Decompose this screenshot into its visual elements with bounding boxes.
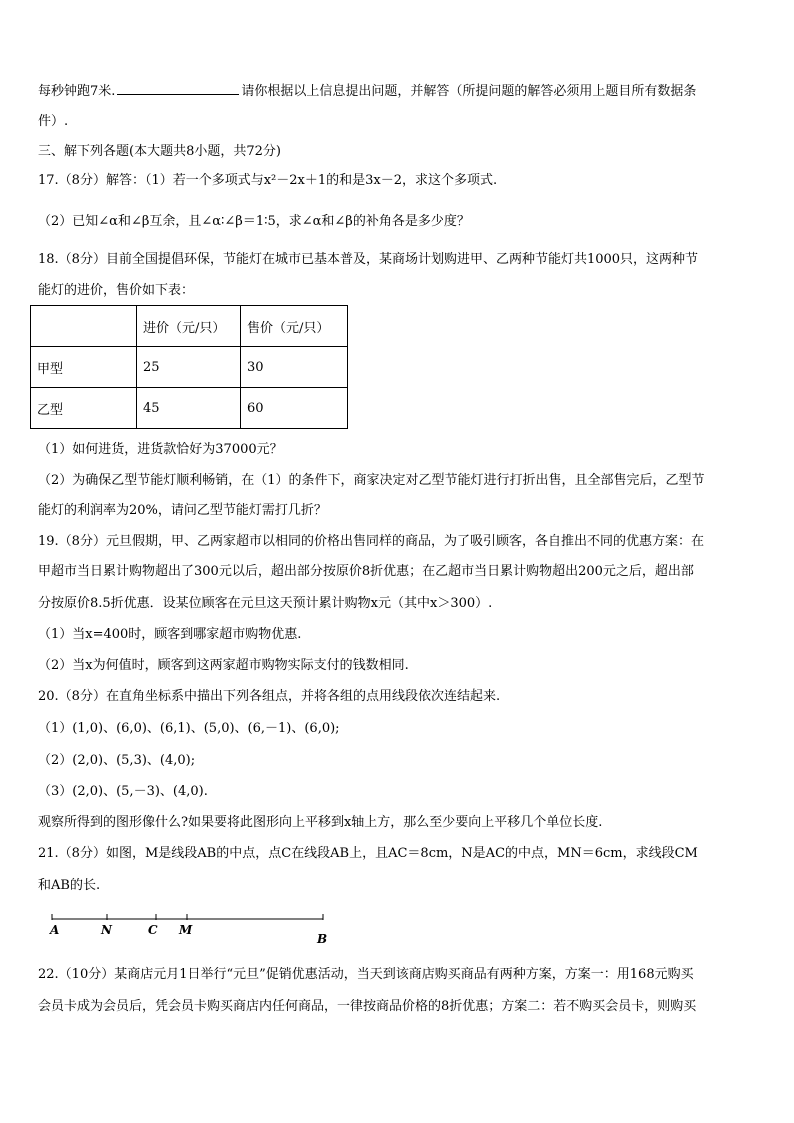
q20-question: 观察所得到的图形像什么?如果要将此图形向上平移到x轴上方，那么至少要向上平移几个单位长度. [38, 815, 603, 830]
q18-part2-line1: （2）为确保乙型节能灯顺利畅销，在（1）的条件下，商家决定对乙型节能灯进行打折出售，且全部售完后，乙型节 [38, 473, 705, 488]
q19-part1: （1）当x=400时，顾客到哪家超市购物优惠. [38, 627, 302, 642]
q20-line1: 20.（8分）在直角坐标系中描出下列各组点，并将各组的点用线段依次连结起来. [38, 689, 501, 704]
q18-part1: （1）如何进货，进货款恰好为37000元？ [38, 442, 283, 457]
q20-group1: （1）(1,0)、(6,0)、(6,1)、(5,0)、(6,－1)、(6,0); [38, 721, 340, 736]
q19-line3: 分按原价8.5折优惠．设某位顾客在元旦这天预计累计购物x元（其中x＞300）. [38, 596, 493, 611]
q18-line1: 18.（8分）目前全国提倡环保，节能灯在城市已基本普及，某商场计划购进甲、乙两种节能灯共1000只，这两种节 [38, 252, 699, 267]
q22-line1: 22.（10分）某商店元月1日举行“元旦”促销优惠活动，当天到该商店购买商品有两种方案，方案一：用168元购买 [38, 967, 694, 982]
q19-line1: 19.（8分）元旦假期，甲、乙两家超市以相同的价格出售同样的商品，为了吸引顾客，各自推出不同的优惠方案：在 [38, 534, 704, 549]
q17-part1: 17.（8分）解答：（1）若一个多项式与x²－2x＋1的和是3x－2，求这个多项式. [38, 173, 498, 188]
table-cell: 60 [241, 388, 348, 429]
label-m: M [179, 923, 193, 937]
q16-instruction: 请你根据以上信息提出问题，并解答（所提问题的解答必须用上题目所有数据条 [241, 84, 697, 99]
table-cell: 45 [137, 388, 241, 429]
table-header-row [31, 306, 348, 347]
q19-line2: 甲超市当日累计购物超出了300元以后，超出部分按原价8折优惠；在乙超市当日累计购物超出200元之后，超出部 [38, 564, 694, 579]
table-row [31, 388, 348, 429]
table-header-cell: 进价（元/只） [137, 306, 241, 347]
q18-part2-line2: 能灯的利润率为20%，请问乙型节能灯需打几折？ [38, 503, 327, 518]
table-row [31, 347, 348, 388]
q20-group3: （3）(2,0)、(5,－3)、(4,0). [38, 784, 208, 799]
q17-part2: （2）已知∠α和∠β互余，且∠α∶∠β＝1∶5，求∠α和∠β的补角各是多少度？ [38, 214, 470, 229]
q21-line2: 和AB的长. [38, 878, 101, 893]
table-cell: 30 [241, 347, 348, 388]
q16-tail-line-2: 件）. [38, 114, 69, 129]
answer-blank[interactable] [117, 82, 239, 95]
label-a: A [50, 923, 60, 937]
table-header-cell [31, 306, 137, 347]
label-c: C [148, 923, 158, 937]
q21-line1: 21.（8分）如图，M是线段AB的中点，点C在线段AB上，且AC＝8cm，N是AC的中点，MN＝6cm，求线段CM [38, 846, 698, 861]
q19-part2: （2）当x为何值时，顾客到这两家超市购物实际支付的钱数相同. [38, 658, 409, 673]
q20-group2: （2）(2,0)、(5,3)、(4,0); [38, 753, 196, 768]
label-n: N [101, 923, 112, 937]
section-3-heading: 三、解下列各题(本大题共8小题，共72分) [38, 144, 281, 159]
price-table [30, 305, 348, 429]
table-cell: 25 [137, 347, 241, 388]
q22-line2: 会员卡成为会员后，凭会员卡购买商店内任何商品，一律按商品价格的8折优惠；方案二：若不购买会员卡，则购买 [38, 999, 697, 1014]
label-b: B [317, 932, 328, 946]
q18-line2: 能灯的进价，售价如下表： [38, 283, 195, 298]
segment-diagram [40, 905, 340, 947]
table-header-cell: 售价（元/只） [241, 306, 348, 347]
q16-tail-line [38, 82, 696, 101]
q16-tail-text: 每秒钟跑7米. [38, 84, 116, 99]
table-cell: 甲型 [31, 347, 137, 388]
table-cell: 乙型 [31, 388, 137, 429]
